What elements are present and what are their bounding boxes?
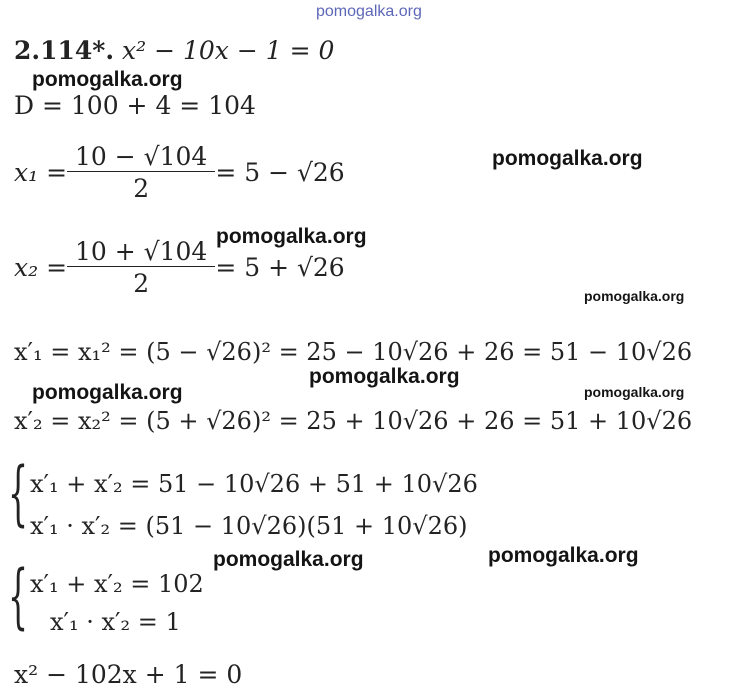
root2-numerator: 10 + √104 [75, 237, 208, 266]
root1-numerator: 10 − √104 [75, 142, 208, 171]
watermark: pomogalka.org [584, 288, 685, 304]
root2-result: = 5 + √26 [215, 253, 345, 282]
new-root2-line: x′₂ = x₂² = (5 + √26)² = 25 + 10√26 + 26 = 51 + 10√26 [14, 407, 693, 435]
root1-denominator: 2 [67, 171, 215, 201]
watermark: pomogalka.org [32, 381, 183, 404]
watermark: pomogalka.org [584, 384, 685, 400]
system1-brace: { [8, 452, 29, 534]
problem-equation: x² − 10x − 1 = 0 [122, 36, 335, 65]
answer-equation: x² − 102x + 1 = 0 [14, 660, 243, 689]
system2-sum: x′₁ + x′₂ = 102 [30, 570, 204, 598]
watermark: pomogalka.org [216, 225, 367, 248]
discriminant-line: D = 100 + 4 = 104 [14, 91, 256, 120]
root1-result: = 5 − √26 [215, 158, 345, 187]
problem-number: 2.114*. [14, 36, 115, 65]
root2-fraction [71, 239, 211, 296]
root1-lhs: x₁ = [14, 158, 68, 187]
watermark: pomogalka.org [488, 544, 639, 567]
watermark: pomogalka.org [492, 147, 643, 170]
new-root1-line: x′₁ = x₁² = (5 − √26)² = 25 − 10√26 + 26 = 51 − 10√26 [14, 338, 693, 366]
system2-product: x′₁ · x′₂ = 1 [50, 608, 181, 636]
watermark: pomogalka.org [213, 548, 364, 571]
problem-header [14, 38, 334, 63]
root2-line [14, 239, 345, 296]
watermark: pomogalka.org [32, 68, 183, 91]
root2-denominator: 2 [67, 266, 215, 296]
watermark-top[interactable]: pomogalka.org [316, 3, 422, 20]
root1-line [14, 144, 345, 201]
system2-brace: { [8, 555, 29, 637]
system1-product: x′₁ · x′₂ = (51 − 10√26)(51 + 10√26) [30, 512, 468, 540]
root1-fraction [71, 144, 211, 201]
root2-lhs: x₂ = [14, 253, 68, 282]
system1-sum: x′₁ + x′₂ = 51 − 10√26 + 51 + 10√26 [30, 470, 478, 498]
watermark: pomogalka.org [309, 365, 460, 388]
